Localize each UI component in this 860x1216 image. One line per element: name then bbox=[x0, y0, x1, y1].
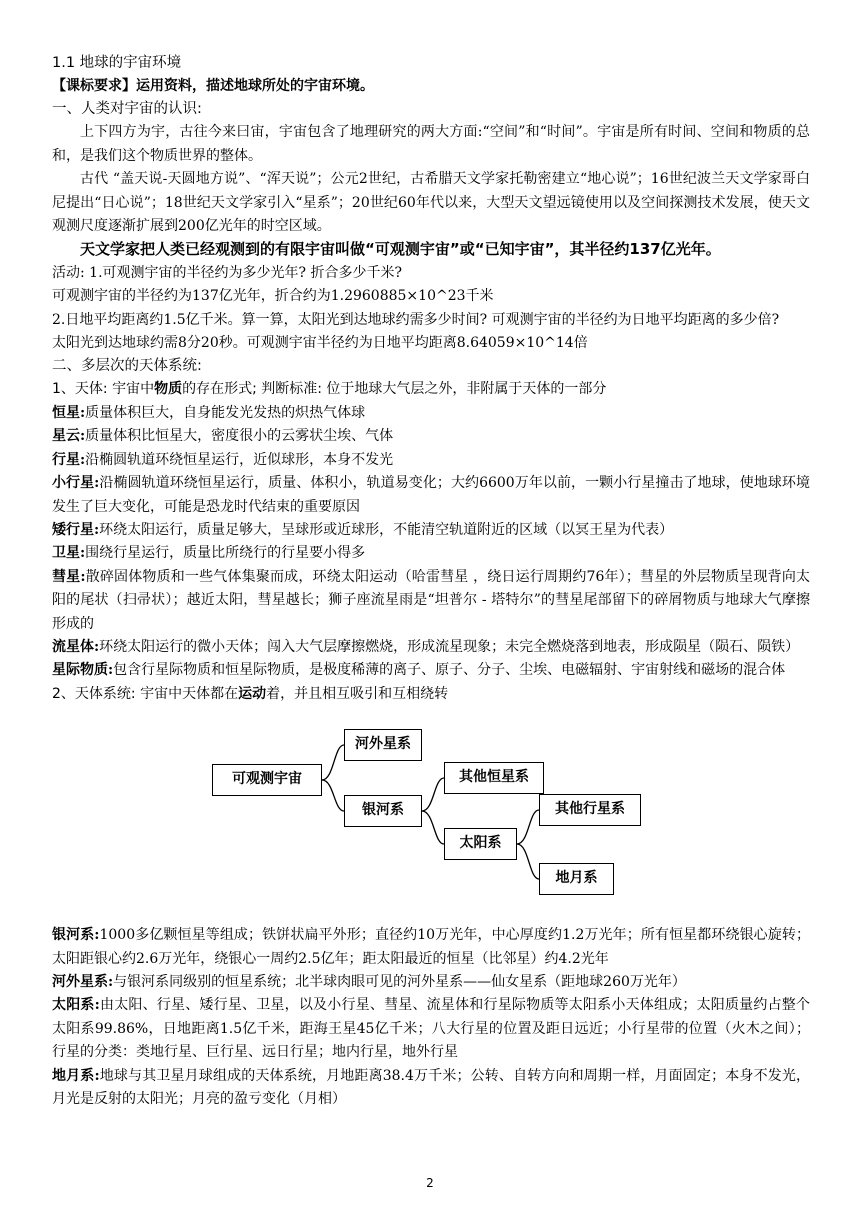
diagram-connectors bbox=[52, 718, 810, 914]
box-milky-way: 银河系 bbox=[344, 795, 422, 827]
item-satellite bbox=[52, 542, 810, 565]
term: 小行星: bbox=[52, 475, 100, 492]
term: 星际物质: bbox=[52, 662, 114, 679]
term-text: 质量体积巨大，自身能发光发热的炽热气体球 bbox=[85, 404, 366, 421]
term: 星云: bbox=[52, 428, 86, 445]
box-other-star-systems: 其他恒星系 bbox=[444, 762, 544, 794]
item-meteoroid bbox=[52, 636, 810, 659]
section1-para2: 古代 “盖天说-天圆地方说”、“浑天说”；公元2世纪，古希腊天文学家托勒密建立“地心说”；16世纪波兰天文学家哥白尼提出“日心说”；18世纪天文学家引入“星系”；20世纪60年代以来，大型天文望远镜使用以及空间探测技术发展，使天文观测尺度逐渐扩展到200亿光年的时空区域。 bbox=[52, 171, 810, 235]
system-solar bbox=[52, 994, 810, 1064]
document-page bbox=[52, 52, 810, 1111]
standard-requirement bbox=[52, 75, 810, 98]
section2-heading: 二、多层次的天体系统: bbox=[52, 358, 202, 375]
def2-post: 着，并且相互吸引和互相绕转 bbox=[266, 685, 449, 702]
def1-pre: 1、天体: 宇宙中 bbox=[52, 381, 155, 398]
box-solar-system: 太阳系 bbox=[444, 828, 517, 860]
term-text: 环绕太阳运行，质量足够大，呈球形或近球形，不能清空轨道附近的区域（以冥王星为代表） bbox=[99, 521, 674, 538]
item-comet bbox=[52, 566, 810, 636]
activity-question1: 活动: 1.可观测宇宙的半径约为多少光年? 折合多少千米? bbox=[52, 264, 402, 281]
connector-milkyway-otherstars bbox=[422, 778, 444, 811]
item-planet bbox=[52, 449, 810, 472]
term-text: 沿椭圆轨道环绕恒星运行，近似球形，本身不发光 bbox=[85, 451, 394, 468]
connector-milkyway-solar bbox=[422, 811, 444, 844]
system-milky-way bbox=[52, 924, 810, 971]
box-extragalactic: 河外星系 bbox=[344, 729, 422, 761]
activity-question2: 2.日地平均距离约1.5亿千米。算一算，太阳光到达地球约需多少时间? 可观测宇宙的半径约为日地平均距离的多少倍? bbox=[52, 311, 780, 328]
term: 行星: bbox=[52, 451, 86, 468]
item-nebula bbox=[52, 425, 810, 448]
def1-bold: 物质 bbox=[154, 381, 183, 398]
system-extragalactic bbox=[52, 971, 810, 994]
item-asteroid bbox=[52, 472, 810, 519]
celestial-system-diagram bbox=[52, 718, 810, 914]
system-earth-moon bbox=[52, 1065, 810, 1112]
connector-observable-extragalactic bbox=[322, 745, 344, 780]
term: 恒星: bbox=[52, 404, 86, 421]
term: 地月系: bbox=[52, 1067, 100, 1084]
term: 银河系: bbox=[52, 927, 100, 944]
standard-text: 运用资料，描述地球所处的宇宙环境。 bbox=[136, 78, 374, 94]
box-other-planetary-systems: 其他行星系 bbox=[539, 794, 641, 826]
box-earth-moon-system: 地月系 bbox=[539, 863, 614, 895]
lesson-title: 1.1 地球的宇宙环境 bbox=[52, 55, 182, 71]
activity-answer2: 太阳光到达地球约需8分20秒。可观测宇宙半径约为日地平均距离8.64059×10^14倍 bbox=[52, 335, 588, 352]
section1-heading: 一、人类对宇宙的认识: bbox=[52, 101, 202, 118]
section1-para3: 天文学家把人类已经观测到的有限宇宙叫做“可观测宇宙”或“已知宇宙”，其半径约137亿光年。 bbox=[80, 240, 721, 259]
standard-label: 【课标要求】 bbox=[52, 78, 136, 94]
term-text: 1000多亿颗恒星等组成；铁饼状扁平外形；直径约10万光年，中心厚度约1.2万光年；所有恒星都环绕银心旋转；太阳距银心约2.6万光年，绕银心一周约2.5亿年；距太阳最近的恒星（比邻星）约4.2光年 bbox=[52, 927, 810, 967]
term: 矮行星: bbox=[52, 521, 100, 538]
connector-observable-milkyway bbox=[322, 780, 344, 811]
connector-solar-otherplanets bbox=[517, 810, 539, 844]
definition-celestial-body bbox=[52, 378, 810, 401]
definition-celestial-system bbox=[52, 683, 810, 706]
item-star bbox=[52, 402, 810, 425]
term-text: 沿椭圆轨道环绕恒星运行，质量、体积小，轨道易变化；大约6600万年以前，一颗小行星撞击了地球，使地球环境发生了巨大变化，可能是恐龙时代结束的重要原因 bbox=[52, 475, 810, 515]
term: 卫星: bbox=[52, 545, 86, 562]
term-text: 围绕行星运行，质量比所绕行的行星要小得多 bbox=[85, 545, 366, 562]
def2-pre: 2、天体系统: 宇宙中天体都在 bbox=[52, 685, 239, 702]
activity-answer1: 可观测宇宙的半径约为137亿光年，折合约为1.2960885×10^23千米 bbox=[52, 288, 494, 305]
box-observable-universe: 可观测宇宙 bbox=[212, 764, 322, 796]
term: 河外星系: bbox=[52, 973, 114, 990]
term-text: 地球与其卫星月球组成的天体系统，月地距离38.4万千米；公转、自转方向和周期一样，月面固定；本身不发光，月光是反射的太阳光；月亮的盈亏变化（月相） bbox=[52, 1067, 811, 1107]
term: 彗星: bbox=[52, 568, 86, 585]
term-text: 包含行星际物质和恒星际物质，是极度稀薄的离子、原子、分子、尘埃、电磁辐射、宇宙射线和磁场的混合体 bbox=[113, 662, 786, 679]
item-interstellar-matter bbox=[52, 659, 810, 682]
def1-post: 的存在形式; 判断标准: 位于地球大气层之外，非附属于天体的一部分 bbox=[182, 381, 607, 398]
term-text: 质量体积比恒星大，密度很小的云雾状尘埃、气体 bbox=[85, 428, 394, 445]
def2-bold: 运动 bbox=[238, 685, 267, 702]
term: 太阳系: bbox=[52, 997, 100, 1014]
term: 流星体: bbox=[52, 638, 100, 655]
term-text: 与银河系同级别的恒星系统；北半球肉眼可见的河外星系——仙女星系（距地球260万光年） bbox=[113, 973, 686, 990]
section1-para1: 上下四方为宇，古往今来曰宙，宇宙包含了地理研究的两大方面:“空间”和“时间”。宇宙是所有时间、空间和物质的总和，是我们这个物质世界的整体。 bbox=[52, 124, 810, 164]
page-number: 2 bbox=[426, 1176, 434, 1190]
term-text: 环绕太阳运行的微小天体；闯入大气层摩擦燃烧，形成流星现象；未完全燃烧落到地表，形成陨星（陨石、陨铁） bbox=[99, 638, 800, 655]
term-text: 由太阳、行星、矮行星、卫星，以及小行星、彗星、流星体和行星际物质等太阳系小天体组成；太阳质量约占整个太阳系99.86%，日地距离1.5亿千米，距海王星45亿千米；八大行星的位置及距日远近；小行星带的位置（火木之间）；行星的分类：类地行星、巨行星、远日行星；地内行星，地外行星 bbox=[52, 997, 810, 1061]
item-dwarf-planet bbox=[52, 519, 810, 542]
connector-solar-earthmoon bbox=[517, 844, 539, 879]
term-text: 散碎固体物质和一些气体集聚而成，环绕太阳运动（哈雷彗星 ，绕日运行周期约76年）；彗星的外层物质呈现背向太阳的尾状（扫帚状）；越近太阳，彗星越长；狮子座流星雨是“坦普尔 - 塔特尔”的彗星尾部留下的碎屑物质与地球大气摩擦形成的 bbox=[52, 568, 811, 632]
